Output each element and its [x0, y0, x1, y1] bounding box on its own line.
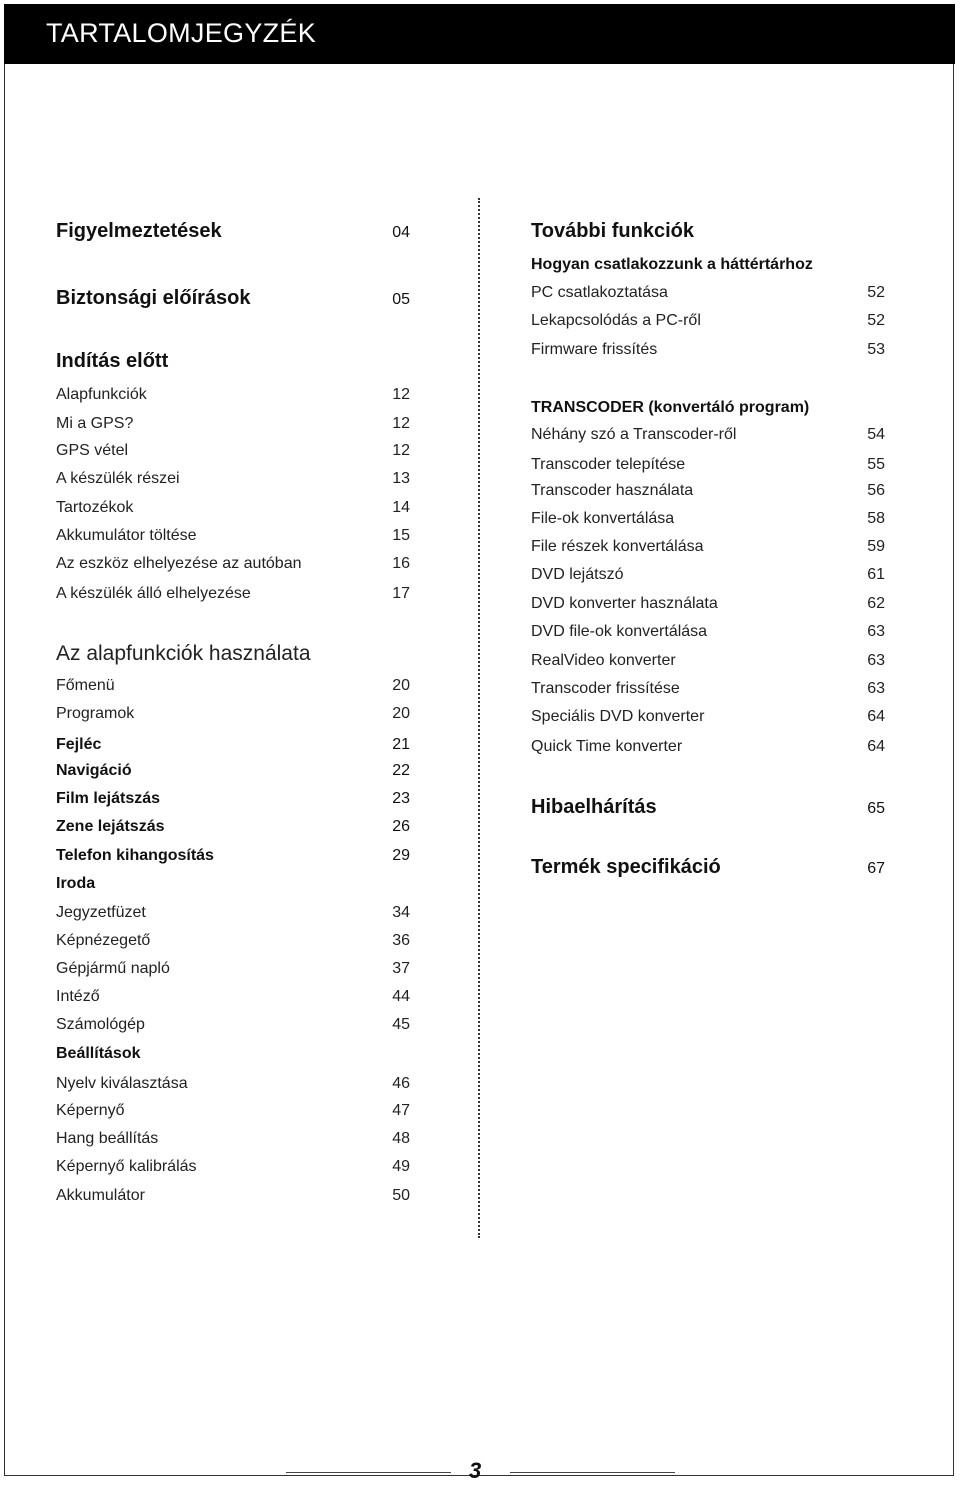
toc-page: 65	[867, 800, 885, 817]
toc-label: Iroda	[56, 875, 96, 892]
toc-page: 13	[392, 470, 410, 487]
toc-item[interactable]	[56, 932, 410, 950]
toc-label: Gépjármű napló	[56, 960, 170, 977]
toc-item-fomenu[interactable]	[56, 677, 410, 695]
toc-label: Transcoder használata	[531, 482, 694, 499]
toc-label: Az alapfunkciók használata	[56, 642, 311, 665]
toc-page: 44	[392, 988, 410, 1005]
footer-rule-left	[286, 1472, 451, 1473]
toc-page: 45	[392, 1016, 410, 1033]
toc-item[interactable]	[56, 960, 410, 978]
toc-page: 20	[392, 705, 410, 722]
toc-item[interactable]	[56, 1130, 410, 1148]
toc-item[interactable]	[531, 312, 885, 330]
toc-label: Transcoder frissítése	[531, 680, 680, 697]
toc-page: 49	[392, 1158, 410, 1175]
toc-page: 36	[392, 932, 410, 949]
toc-page: 55	[867, 456, 885, 473]
toc-page: 14	[392, 499, 410, 516]
toc-label: További funkciók	[531, 220, 694, 242]
toc-page: 63	[867, 680, 885, 697]
toc-section-hibaelharitas[interactable]	[531, 796, 885, 819]
toc-label: Hogyan csatlakozzunk a háttértárhoz	[531, 256, 813, 273]
toc-item[interactable]	[56, 1158, 410, 1176]
toc-subsection-hogyan[interactable]	[531, 256, 885, 274]
toc-item[interactable]	[56, 790, 410, 808]
toc-label: Mi a GPS?	[56, 415, 134, 432]
toc-label: A készülék álló elhelyezése	[56, 585, 251, 602]
toc-label: Zene lejátszás	[56, 818, 165, 835]
toc-label: Képernyő kalibrálás	[56, 1158, 197, 1175]
toc-label: Transcoder telepítése	[531, 456, 686, 473]
toc-page: 58	[867, 510, 885, 527]
toc-item[interactable]	[531, 482, 885, 500]
toc-item[interactable]	[531, 566, 885, 584]
toc-label: Speciális DVD konverter	[531, 708, 705, 725]
toc-item-programok[interactable]	[56, 705, 410, 723]
toc-label: File részek konvertálása	[531, 538, 704, 555]
toc-page: 29	[392, 847, 410, 864]
toc-page: 54	[867, 426, 885, 443]
toc-item[interactable]	[531, 738, 885, 756]
toc-label: Programok	[56, 705, 135, 722]
toc-label: Képernyő	[56, 1102, 125, 1119]
toc-item[interactable]	[56, 818, 410, 836]
toc-page: 48	[392, 1130, 410, 1147]
toc-page: 17	[392, 585, 410, 602]
page-title: TARTALOMJEGYZÉK	[46, 18, 317, 48]
toc-page: 34	[392, 904, 410, 921]
toc-label: Számológép	[56, 1016, 145, 1033]
page-number: 3	[469, 1458, 482, 1483]
toc-subsection-transcoder[interactable]	[531, 399, 885, 417]
toc-label: Figyelmeztetések	[56, 220, 222, 242]
toc-label: Főmenü	[56, 677, 115, 694]
toc-item[interactable]	[531, 680, 885, 698]
toc-section-termek[interactable]	[531, 856, 885, 879]
toc-page: 37	[392, 960, 410, 977]
toc-label: File-ok konvertálása	[531, 510, 675, 527]
toc-label: Hibaelhárítás	[531, 796, 657, 818]
column-divider	[478, 198, 480, 1238]
page-header	[4, 4, 955, 64]
toc-item[interactable]	[531, 341, 885, 359]
toc-item[interactable]	[56, 762, 410, 780]
toc-section-alapfunkciok[interactable]	[56, 642, 410, 666]
toc-page: 50	[392, 1187, 410, 1204]
toc-item[interactable]	[56, 904, 410, 922]
toc-label: Intéző	[56, 988, 100, 1005]
toc-label: Quick Time konverter	[531, 738, 683, 755]
toc-page: 26	[392, 818, 410, 835]
footer-rule-right	[510, 1472, 675, 1473]
toc-label: Jegyzetfüzet	[56, 904, 146, 921]
toc-page: 61	[867, 566, 885, 583]
toc-item[interactable]	[531, 538, 885, 556]
toc-page: 62	[867, 595, 885, 612]
toc-page: 64	[867, 708, 885, 725]
toc-page: 05	[392, 291, 410, 308]
toc-page: 12	[392, 386, 410, 403]
toc-page: 04	[392, 224, 410, 241]
toc-label: PC csatlakoztatása	[531, 284, 668, 301]
toc-label: Akkumulátor töltése	[56, 527, 197, 544]
toc-page: 46	[392, 1075, 410, 1092]
toc-label: Alapfunkciók	[56, 386, 147, 403]
toc-label: Néhány szó a Transcoder-ről	[531, 426, 737, 443]
toc-label: Képnézegető	[56, 932, 151, 949]
toc-page: 56	[867, 482, 885, 499]
toc-section-beallitasok[interactable]	[56, 1045, 410, 1063]
toc-label: GPS vétel	[56, 442, 129, 459]
toc-label: Beállítások	[56, 1045, 141, 1062]
toc-item[interactable]	[56, 1075, 410, 1093]
toc-section-iroda[interactable]	[56, 875, 410, 893]
toc-item[interactable]	[56, 736, 410, 754]
toc-label: DVD file-ok konvertálása	[531, 623, 708, 640]
toc-item[interactable]	[56, 1016, 410, 1034]
toc-page: 21	[392, 736, 410, 753]
toc-label: Hang beállítás	[56, 1130, 159, 1147]
toc-label: A készülék részei	[56, 470, 180, 487]
toc-page: 52	[867, 312, 885, 329]
toc-item[interactable]	[56, 442, 410, 460]
toc-page: 63	[867, 652, 885, 669]
toc-page: 47	[392, 1102, 410, 1119]
toc-item[interactable]	[56, 555, 410, 573]
toc-page: 63	[867, 623, 885, 640]
toc-page: 12	[392, 442, 410, 459]
toc-item[interactable]	[56, 1187, 410, 1205]
toc-item[interactable]	[56, 1102, 410, 1120]
toc-label: TRANSCODER (konvertáló program)	[531, 399, 810, 416]
toc-page: 64	[867, 738, 885, 755]
toc-page: 53	[867, 341, 885, 358]
toc-item[interactable]	[531, 595, 885, 613]
toc-label: Indítás előtt	[56, 350, 169, 372]
toc-section-figyelmeztetesek[interactable]	[56, 220, 410, 243]
toc-item[interactable]	[56, 847, 410, 865]
toc-label: Akkumulátor	[56, 1187, 145, 1204]
toc-item[interactable]	[56, 527, 410, 545]
toc-label: Telefon kihangosítás	[56, 847, 214, 864]
toc-item[interactable]	[531, 652, 885, 670]
toc-item[interactable]	[531, 284, 885, 302]
toc-label: Az eszköz elhelyezése az autóban	[56, 555, 302, 572]
toc-label: RealVideo konverter	[531, 652, 676, 669]
toc-label: Biztonsági előírások	[56, 287, 251, 309]
toc-page: 12	[392, 415, 410, 432]
toc-section-tovabbi[interactable]	[531, 220, 885, 243]
toc-label: Film lejátszás	[56, 790, 161, 807]
toc-item[interactable]	[56, 585, 410, 603]
toc-label: Lekapcsolódás a PC-ről	[531, 312, 701, 329]
toc-item[interactable]	[531, 623, 885, 641]
toc-item[interactable]	[56, 470, 410, 488]
toc-label: Firmware frissítés	[531, 341, 658, 358]
toc-item[interactable]	[531, 510, 885, 528]
toc-page: 15	[392, 527, 410, 544]
toc-page: 23	[392, 790, 410, 807]
toc-label: DVD konverter használata	[531, 595, 718, 612]
toc-label: Fejléc	[56, 736, 102, 753]
toc-item[interactable]	[531, 708, 885, 726]
toc-page: 20	[392, 677, 410, 694]
toc-item[interactable]	[56, 386, 410, 404]
toc-section-inditas[interactable]	[56, 350, 410, 373]
toc-item[interactable]	[56, 988, 410, 1006]
toc-label: Tartozékok	[56, 499, 134, 516]
toc-page: 59	[867, 538, 885, 555]
toc-label: Navigáció	[56, 762, 132, 779]
toc-page: 16	[392, 555, 410, 572]
toc-item[interactable]	[531, 426, 885, 444]
toc-label: Termék specifikáció	[531, 856, 721, 878]
toc-page: 67	[867, 860, 885, 877]
toc-label: DVD lejátszó	[531, 566, 624, 583]
toc-page: 52	[867, 284, 885, 301]
toc-item[interactable]	[56, 415, 410, 433]
toc-label: Nyelv kiválasztása	[56, 1075, 188, 1092]
toc-page: 22	[392, 762, 410, 779]
toc-item[interactable]	[56, 499, 410, 517]
toc-section-biztonsagi[interactable]	[56, 287, 410, 310]
toc-item[interactable]	[531, 456, 885, 474]
